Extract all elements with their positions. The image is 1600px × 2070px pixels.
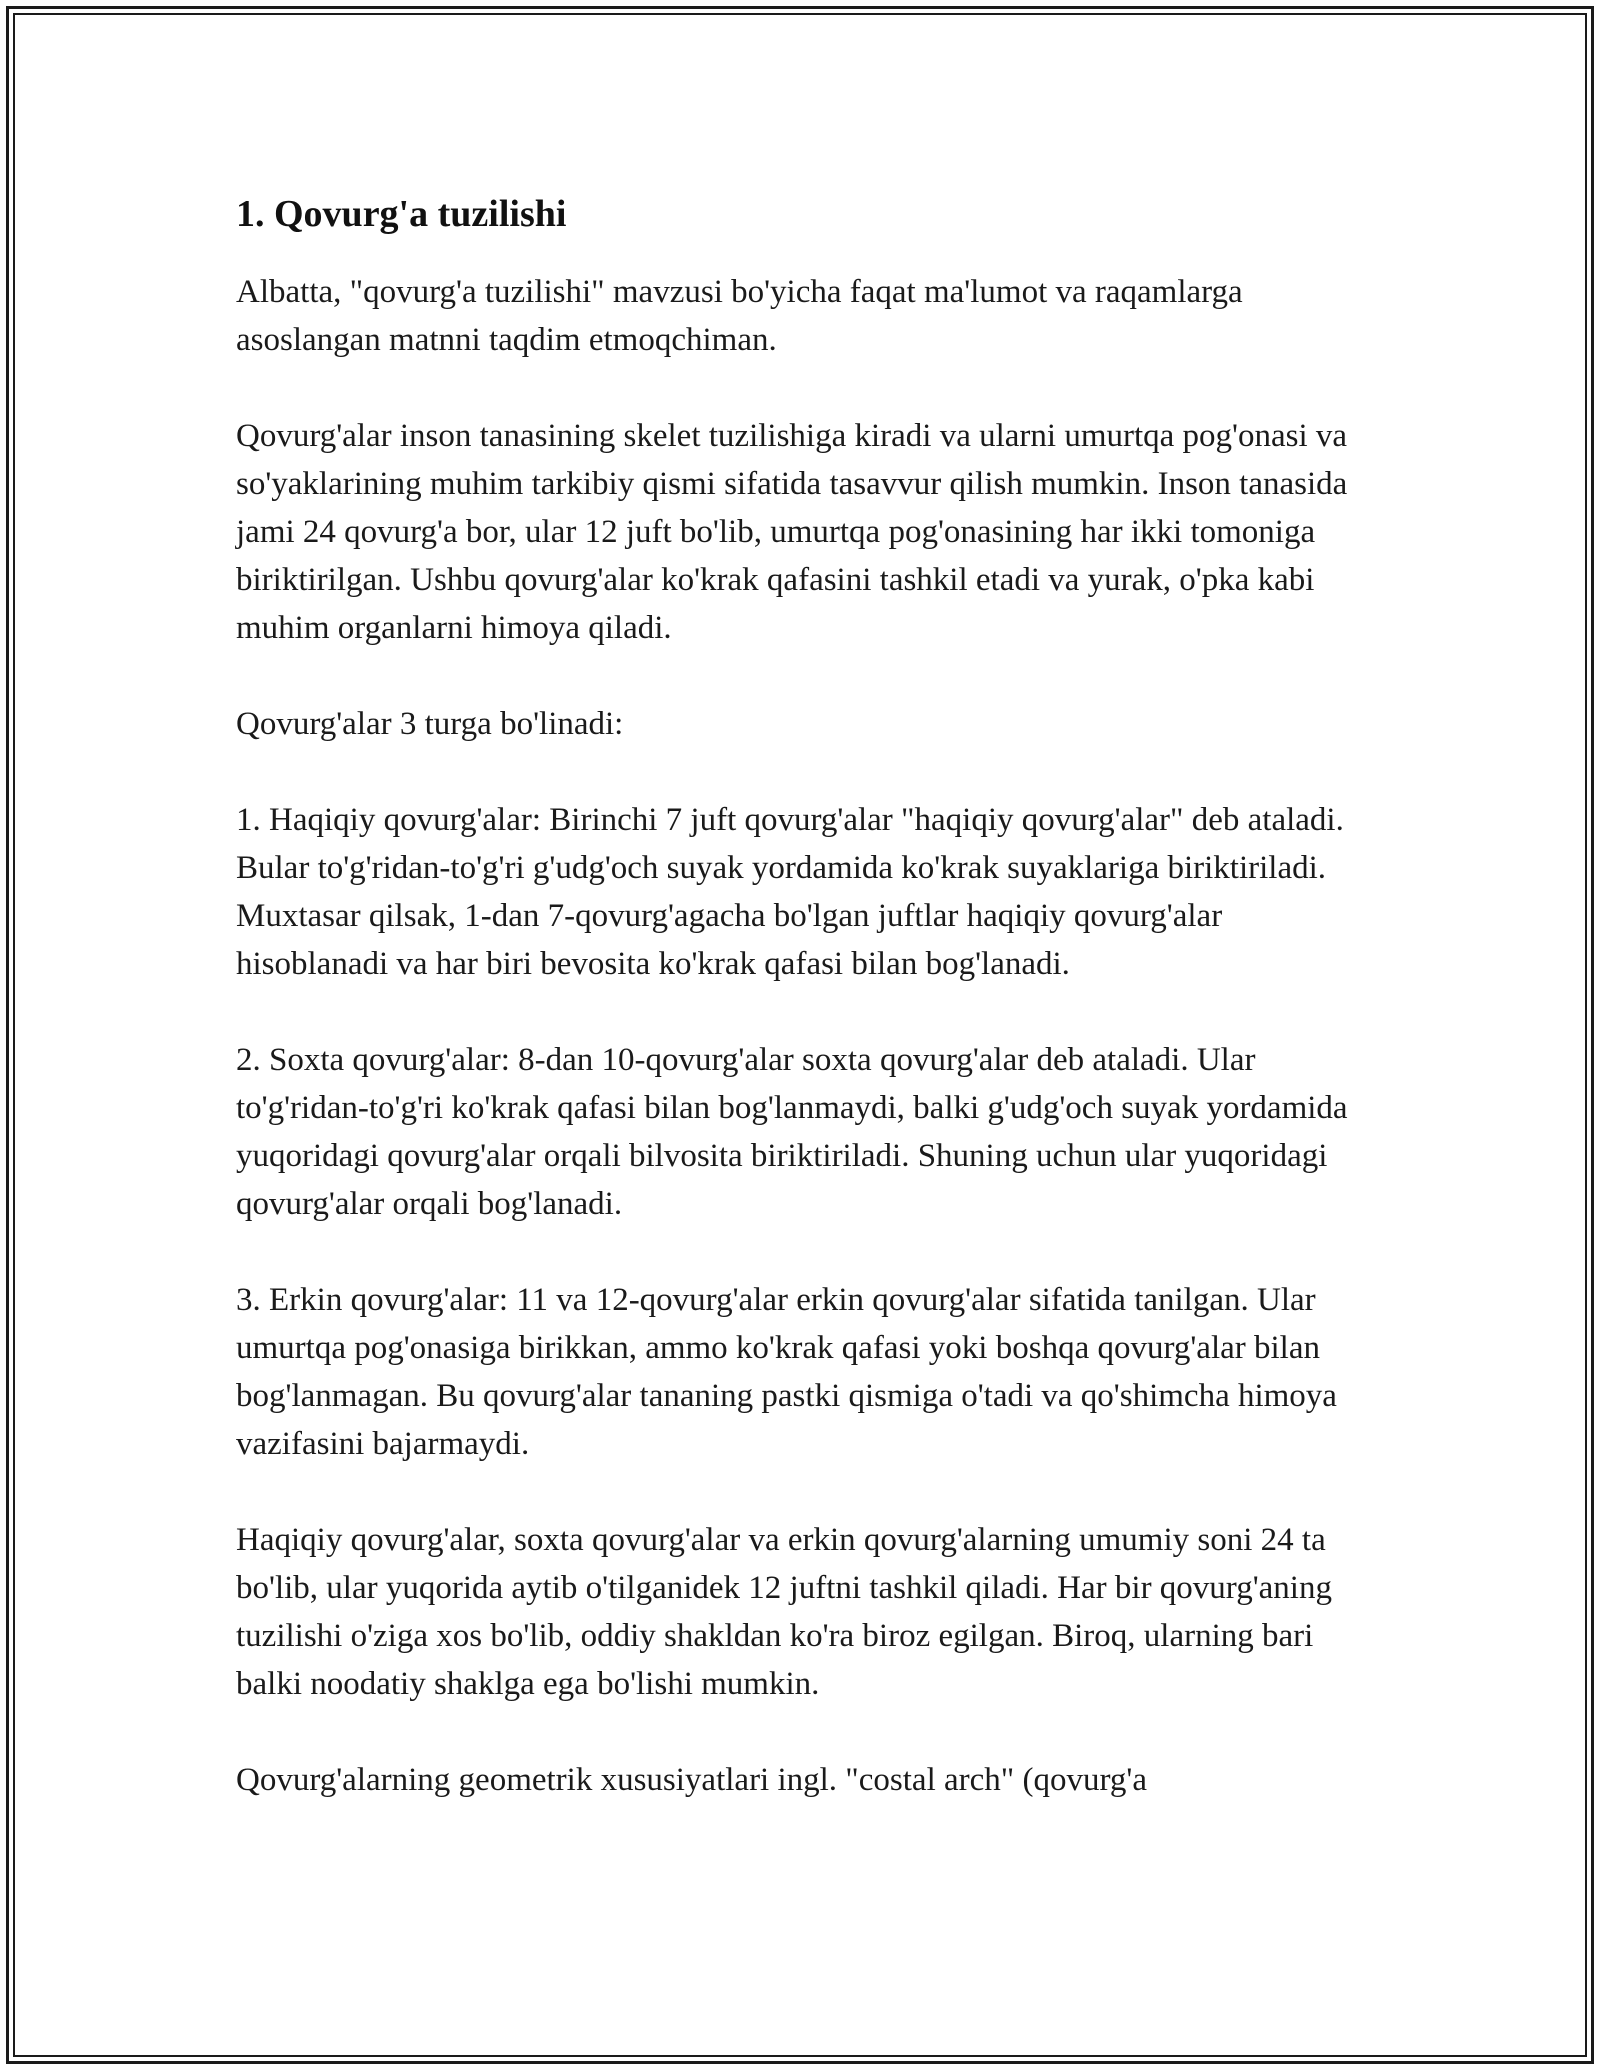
paragraph-false-ribs: 2. Soxta qovurg'alar: 8-dan 10-qovurg'alar soxta qovurg'alar deb ataladi. Ular to'g'ridan-to'g'ri ko'krak qafasi bilan bog'lanmaydi, balki g'udg'och suyak yordamida yuqoridagi qovurg'alar orqali bilvosita biriktiriladi. Shuning uchun ular yuqoridagi qovurg'alar orqali bog'lanadi. — [236, 1042, 1348, 1222]
paragraph-intro: Albatta, "qovurg'a tuzilishi" mavzusi bo'yicha faqat ma'lumot va raqamlarga asoslangan matnni taqdim etmoqchiman. — [236, 274, 1243, 358]
paragraph-geometry: Qovurg'alarning geometrik xususiyatlari ingl. "costal arch" (qovurg'a — [236, 1762, 1147, 1798]
document-title: 1. Qovurg'a tuzilishi — [236, 193, 567, 235]
paragraph-floating-ribs: 3. Erkin qovurg'alar: 11 va 12-qovurg'alar erkin qovurg'alar sifatida tanilgan. Ular umurtqa pog'onasiga birikkan, ammo ko'krak qafasi yoki boshqa qovurg'alar bilan bog'lanmagan. Bu qovurg'alar tananing pastki qismiga o'tadi va qo'shimcha himoya vazifasini bajarmaydi. — [236, 1282, 1337, 1462]
paragraph-summary: Haqiqiy qovurg'alar, soxta qovurg'alar va erkin qovurg'alarning umumiy soni 24 ta bo'lib, ular yuqorida aytib o'tilganidek 12 juftni tashkil qiladi. Har bir qovurg'aning tuzilishi o'ziga xos bo'lib, oddiy shakldan ko'ra biroz egilgan. Biroq, ularning bari balki noodatiy shaklga ega bo'lishi mumkin. — [236, 1522, 1332, 1702]
paragraph-types-heading: Qovurg'alar 3 turga bo'linadi: — [236, 706, 624, 742]
paragraph-overview: Qovurg'alar inson tanasining skelet tuzilishiga kiradi va ularni umurtqa pog'onasi va so'yaklarining muhim tarkibiy qismi sifatida tasavvur qilish mumkin. Inson tanasida jami 24 qovurg'a bor, ular 12 juft bo'lib, umurtqa pog'onasining har ikki tomoniga biriktirilgan. Ushbu qovurg'alar ko'krak qafasini tashkil etadi va yurak, o'pka kabi muhim organlarni himoya qiladi. — [236, 418, 1348, 646]
paragraph-true-ribs: 1. Haqiqiy qovurg'alar: Birinchi 7 juft qovurg'alar "haqiqiy qovurg'alar" deb ataladi. Bular to'g'ridan-to'g'ri g'udg'och suyak yordamida ko'krak suyaklariga biriktiriladi. Muxtasar qilsak, 1-dan 7-qovurg'agacha bo'lgan juftlar haqiqiy qovurg'alar hisoblanadi va har biri bevosita ko'krak qafasi bilan bog'lanadi. — [236, 802, 1344, 982]
document-body — [236, 188, 1372, 1852]
